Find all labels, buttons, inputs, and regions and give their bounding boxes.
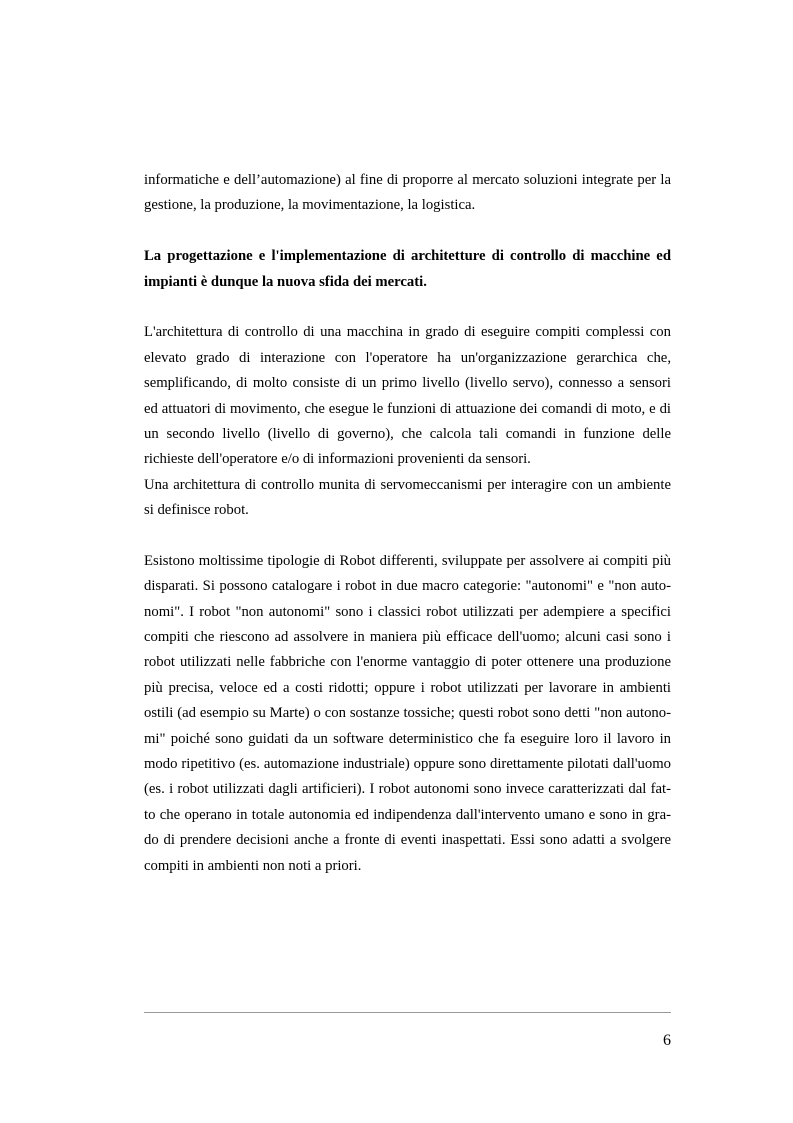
text-line: disparati. Si possono catalogare i robot in due macro categorie: "autonomi" e "non auto- [144, 578, 671, 595]
paragraph-bold-statement [144, 244, 671, 295]
paragraph-spacer [144, 523, 671, 548]
text-line: compiti che riescono ad assolvere in maniera più efficace dell'uomo; alcuni casi sono i [144, 629, 671, 646]
text-line: informatiche e dell’automazione) al fine di proporre al mercato soluzioni integrate per la [144, 172, 671, 188]
text-line: mi" poiché sono guidati da un software deterministico che fa eseguire loro il lavoro in [144, 730, 671, 747]
text-line: semplificando, di molto consiste di un primo livello (livello servo), connesso a sensori [144, 375, 671, 392]
paragraph-robot-types [144, 549, 671, 879]
text-line: nomi". I robot "non autonomi" sono i classici robot utilizzati per adempiere a specifici [144, 603, 671, 620]
text-line: robot utilizzati nelle fabbriche con l'enorme vantaggio di poter ottenere una produzione [144, 654, 671, 671]
text-line: compiti in ambienti non noti a priori. [144, 857, 362, 874]
paragraph-spacer [144, 219, 671, 244]
text-line: un secondo livello (livello di governo), che calcola tali comandi in funzione delle [144, 425, 671, 442]
footer-divider [144, 1012, 671, 1013]
page-number: 6 [663, 1032, 671, 1049]
text-line: si definisce robot. [144, 502, 249, 519]
text-line: modo ripetitivo (es. automazione industriale) oppure sono direttamente pilotati dall'uomo [144, 755, 671, 772]
text-line: ed attuatori di movimento, che esegue le funzioni di attuazione dei comandi di moto, e di [144, 400, 671, 417]
text-line: Una architettura di controllo munita di servomeccanismi per interagire con un ambiente [144, 476, 671, 493]
text-line: (es. i robot utilizzati dagli artificieri). I robot autonomi sono invece caratterizzati dal fat- [144, 781, 671, 798]
text-line: impianti è dunque la nuova sfida dei mercati. [144, 273, 427, 290]
paragraph-architecture [144, 320, 671, 523]
text-line: elevato grado di interazione con l'operatore ha un'organizzazione gerarchica che, [144, 349, 671, 366]
text-line: Esistono moltissime tipologie di Robot differenti, sviluppate per assolvere ai compiti più [144, 552, 671, 569]
text-line: do di prendere decisioni anche a fronte di eventi inaspettati. Essi sono adatti a svolgere [144, 832, 671, 849]
paragraph-spacer [144, 295, 671, 320]
text-line: La progettazione e l'implementazione di architetture di controllo di macchine ed [144, 248, 671, 265]
text-line: to che operano in totale autonomia ed indipendenza dall'intervento umano e sono in gra- [144, 806, 671, 823]
text-line: ostili (ad esempio su Marte) o con sostanze tossiche; questi robot sono detti "non autono- [144, 705, 671, 722]
text-line: richieste dell'operatore e/o di informazioni provenienti da sensori. [144, 451, 531, 468]
text-line: più precisa, veloce ed a costi ridotti; oppure i robot utilizzati per lavorare in ambienti [144, 679, 671, 696]
text-line: gestione, la produzione, la movimentazione, la logistica. [144, 197, 476, 214]
page-body [144, 168, 671, 879]
text-line: L'architettura di controllo di una macchina in grado di eseguire compiti complessi con [144, 324, 671, 341]
paragraph-intro-continuation [144, 168, 671, 219]
